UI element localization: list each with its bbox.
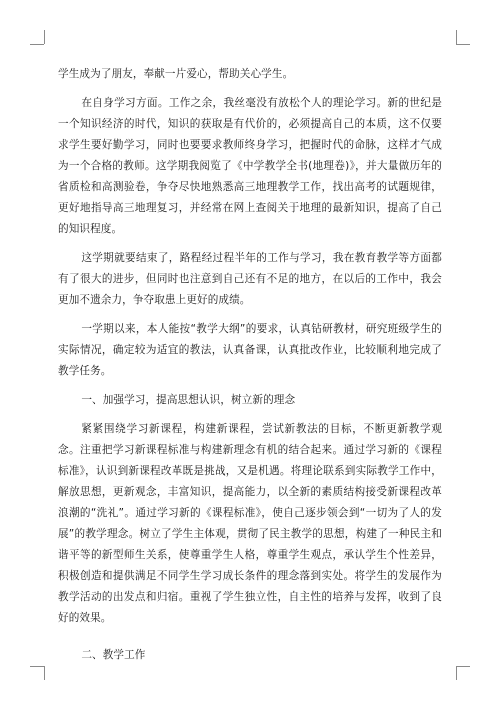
document-body [58, 64, 442, 666]
crop-mark-top-left-h [30, 44, 44, 45]
crop-mark-top-right-h [456, 44, 470, 45]
paragraph-new-curriculum: 紧紧围绕学习新课程，构建新课程，尝试新教法的目标，不断更新教学观念。注重把学习新课程标准与构建新理念有机的结合起来。通过学习新的《课程标准》，认识到新课程改革既是挑战，又是机遇。将理论联系到实际教学工作中，解放思想，更新观念，丰富知识，提高能力，以全新的素质结构接受新课程改革浪潮的“洗礼”。通过学习新的《课程标准》，使自己逐步领会到“一切为了人的发展”的教学理念。树立了学生主体观，贯彻了民主教学的思想，构建了一种民主和谐平等的新型师生关系，使尊重学生人格，尊重学生观点，承认学生个性差异，积极创造和提供满足不同学生学习成长条件的理念落到实处。将学生的发展作为教学活动的出发点和归宿。重视了学生独立性，自主性的培养与发挥，收到了良好的效果。 [58, 423, 442, 624]
crop-mark-bottom-right-h [456, 666, 470, 667]
paragraph-semester-summary: 这学期就要结束了，路程经过程半年的工作与学习，我在教育教学等方面都有了很大的进步，但同时也注意到自己还有不足的地方，在以后的工作中，我会更加不遗余力，争夺取患上更好的成绩。 [58, 252, 442, 306]
crop-mark-bottom-right-v [456, 666, 457, 680]
crop-mark-top-left-v [44, 30, 45, 44]
paragraph-self-study: 在自身学习方面。工作之余，我丝毫没有放松个人的理论学习。新的世纪是一个知识经济的时代，知识的获取是有代价的，必须提高自己的本质，这不仅要求学生要好勤学习，同时也要要求教师终身学习，把握时代的命脉，这样才气成为一个合格的教师。这学期我阅览了《中学教学全书(地理卷)》，并大量做历年的省质检和高测验卷，争夺尽快地熟悉高三地理教学工作，找出高考的试题规律，更好地指导高三地理复习，并经常在网上查阅关于地理的最新知识，提高了自己的知识程度。 [58, 97, 442, 235]
paragraph-continuation: 学生成为了朋友，奉献一片爱心，帮助关心学生。 [58, 68, 294, 80]
crop-mark-bottom-left-v [44, 666, 45, 680]
crop-mark-bottom-left-h [30, 666, 44, 667]
paragraph-teaching-overview: 一学期以来，本人能按“教学大纲”的要求，认真钻研教材，研究班级学生的实际情况，确定较为适宜的教法，认真备课，认真批改作业，比较顺利地完成了教学任务。 [58, 323, 442, 377]
section-heading-1: 一、加强学习，提高思想认识，树立新的理念 [81, 394, 296, 406]
crop-mark-top-right-v [456, 30, 457, 44]
section-heading-2: 二、教学工作 [81, 649, 146, 661]
